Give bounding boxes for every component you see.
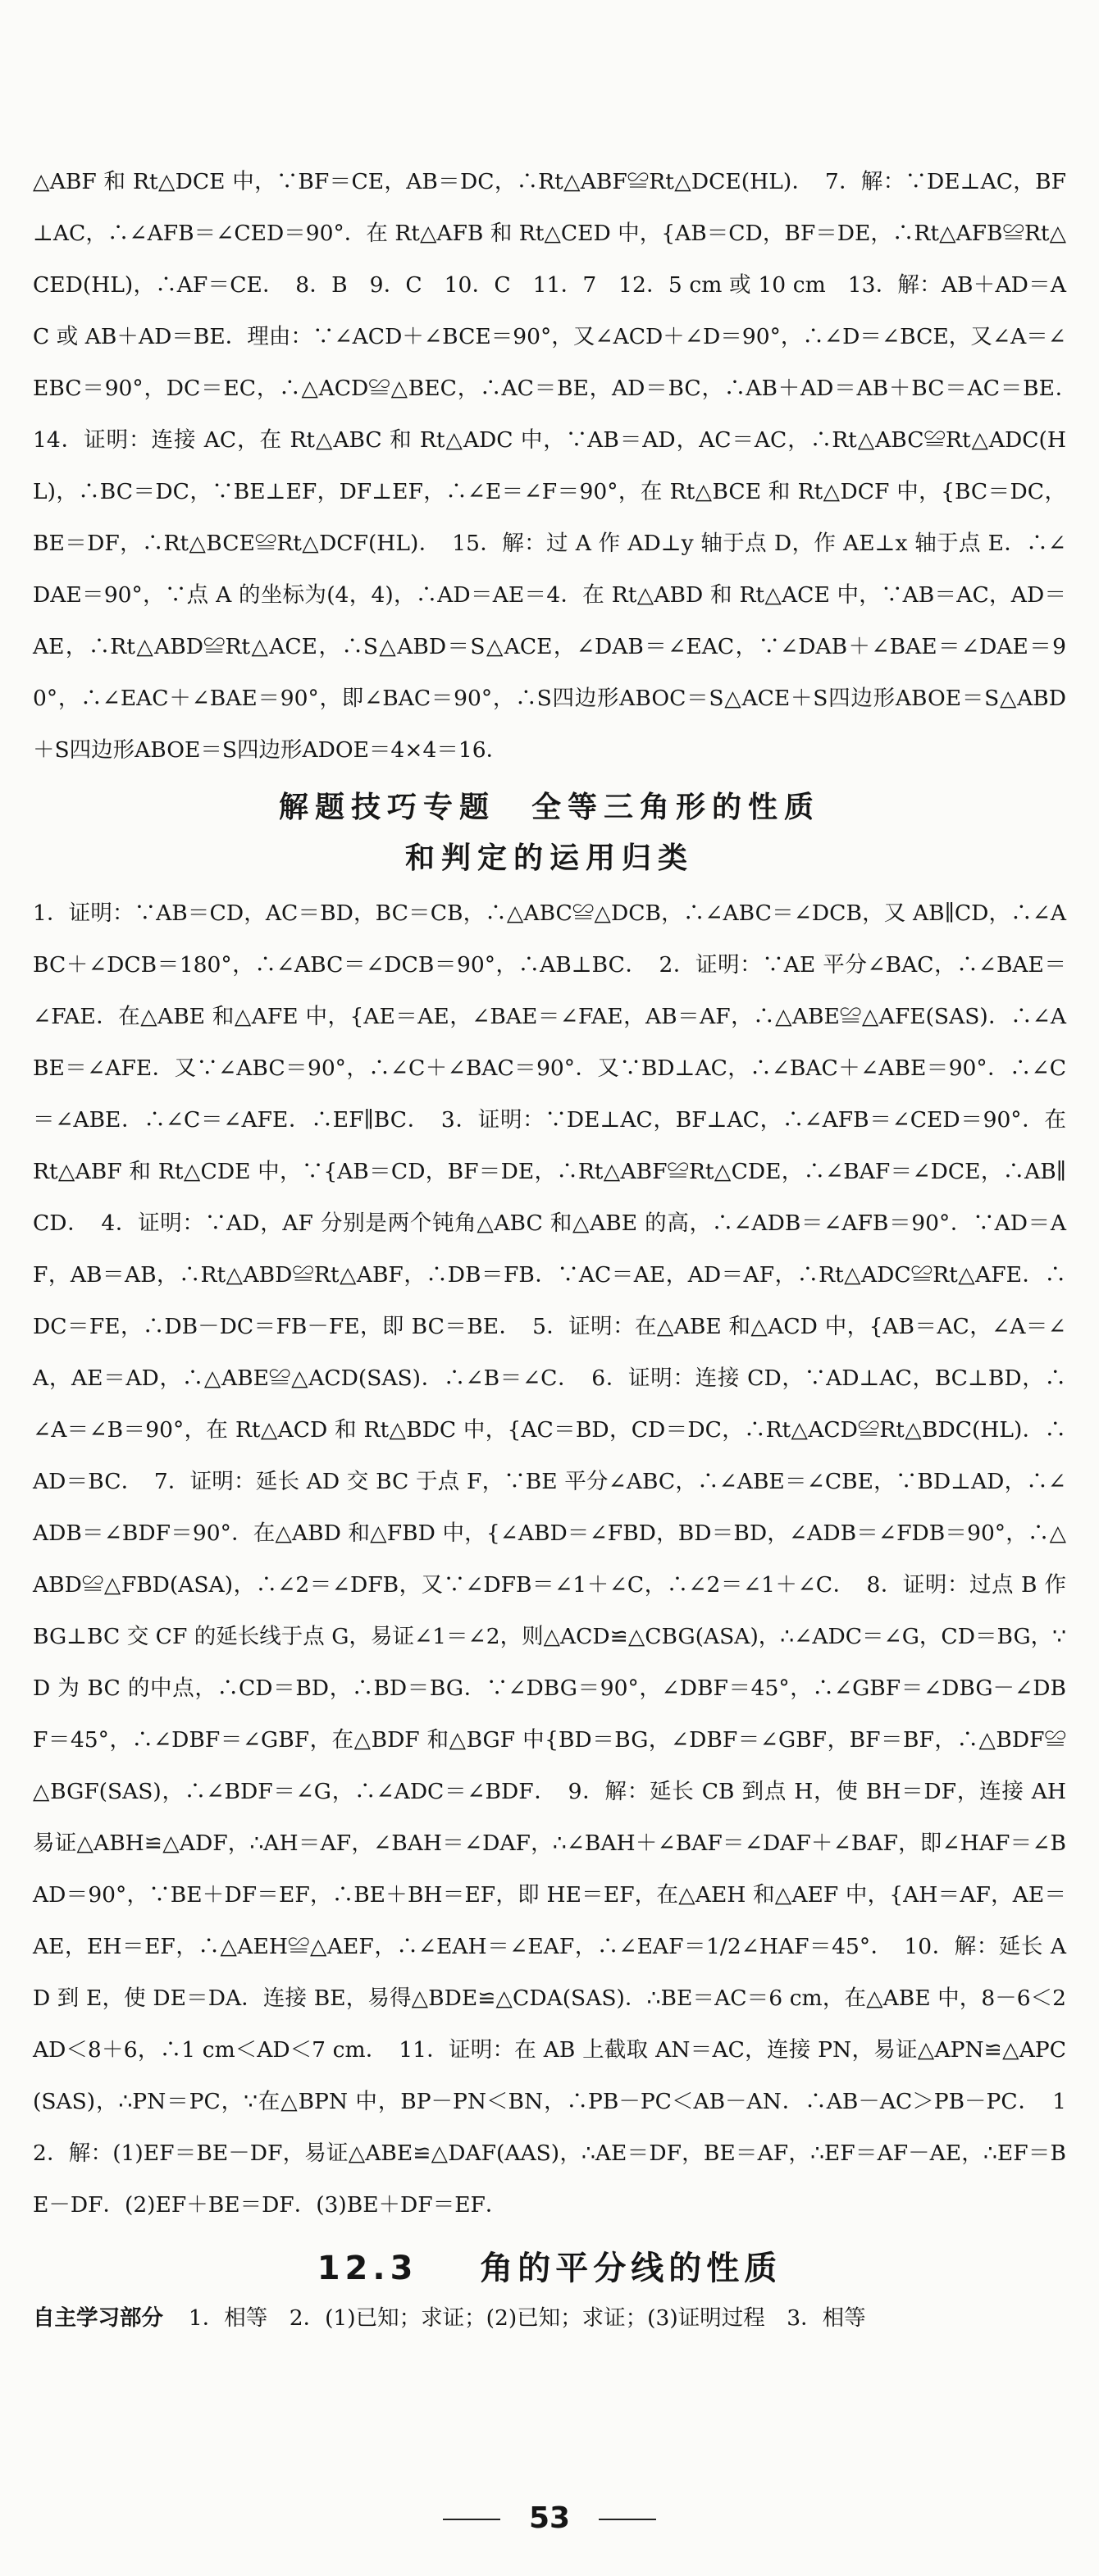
answer-page: [33, 156, 1088, 2339]
footer-dash-left: [443, 2519, 500, 2520]
chapter-number: 12.3: [317, 2250, 418, 2287]
chapter-title: [33, 2239, 1066, 2298]
section-title-line-1: 解题技巧专题 全等三角形的性质: [278, 791, 820, 824]
footer-dash-right: [599, 2519, 656, 2520]
page-footer: [0, 2501, 1099, 2535]
self-study-answers: 1．相等 2．(1)已知；求证；(2)已知；求证；(3)证明过程 3．相等: [188, 2305, 866, 2331]
answer-paragraph: △ABF 和 Rt△DCE 中，∵BF＝CE，AB＝DC，∴Rt△ABF≌Rt△DCE(HL)． 7．解：∵DE⊥AC，BF⊥AC，∴∠AFB＝∠CED＝90°．在 Rt△AFB 和 Rt△CED 中，{AB＝CD，BF＝DE，∴Rt△AFB≌Rt△CED(HL)，∴AF＝CE． 8．B 9．C 10．C 11．7 12．5 cm 或 10 cm 13．解：AB＋AD＝AC 或 AB＋AD＝BE．理由：∵∠ACD＋∠BCE＝90°，又∠ACD＋∠D＝90°，∴∠D＝∠BCE，又∠A＝∠EBC＝90°，DC＝EC，∴△ACD≌△BEC，∴AC＝BE，AD＝BC，∴AB＋AD＝AB＋BC＝AC＝BE． 14．证明：连接 AC，在 Rt△ABC 和 Rt△ADC 中，∵AB＝AD，AC＝AC，∴Rt△ABC≌Rt△ADC(HL)，∴BC＝DC，∵BE⊥EF，DF⊥EF，∴∠E＝∠F＝90°，在 Rt△BCE 和 Rt△DCF 中，{BC＝DC，BE＝DF，∴Rt△BCE≌Rt△DCF(HL)． 15．解：过 A 作 AD⊥y 轴于点 D，作 AE⊥x 轴于点 E．∴∠DAE＝90°，∵点 A 的坐标为(4，4)，∴AD＝AE＝4．在 Rt△ABD 和 Rt△ACE 中，∵AB＝AC，AD＝AE，∴Rt△ABD≌Rt△ACE，∴S△ABD＝S△ACE，∠DAB＝∠EAC，∵∠DAB＋∠BAE＝∠DAE＝90°，∴∠EAC＋∠BAE＝90°，即∠BAC＝90°，∴S四边形ABOC＝S△ACE＋S四边形ABOE＝S△ABD＋S四边形ABOE＝S四边形ADOE＝4×4＝16．: [33, 169, 1088, 763]
answers-block-2: [33, 887, 1066, 2231]
self-study-heading: 自主学习部分: [33, 2305, 163, 2331]
self-study-section: [33, 2298, 1066, 2339]
section-title-line-2: 和判定的运用归类: [404, 841, 694, 875]
answers-block-1: [33, 156, 1088, 776]
section-title: [33, 782, 1066, 884]
page-number: 53: [528, 2501, 571, 2535]
chapter-name: 角的平分线的性质: [480, 2250, 782, 2287]
answer-paragraph: 1．证明：∵AB＝CD，AC＝BD，BC＝CB，∴△ABC≌△DCB，∴∠ABC＝∠DCB，又 AB∥CD，∴∠ABC＋∠DCB＝180°，∴∠ABC＝∠DCB＝90°，∴AB⊥BC． 2．证明：∵AE 平分∠BAC，∴∠BAE＝∠FAE．在△ABE 和△AFE 中，{AE＝AE，∠BAE＝∠FAE，AB＝AF，∴△ABE≌△AFE(SAS)．∴∠ABE＝∠AFE．又∵∠ABC＝90°，∴∠C＋∠BAC＝90°．又∵BD⊥AC，∴∠BAC＋∠ABE＝90°．∴∠C＝∠ABE．∴∠C＝∠AFE．∴EF∥BC． 3．证明：∵DE⊥AC，BF⊥AC，∴∠AFB＝∠CED＝90°．在 Rt△ABF 和 Rt△CDE 中，∵{AB＝CD，BF＝DE，∴Rt△ABF≌Rt△CDE，∴∠BAF＝∠DCE，∴AB∥CD． 4．证明：∵AD，AF 分别是两个钝角△ABC 和△ABE 的高，∴∠ADB＝∠AFB＝90°．∵AD＝AF，AB＝AB，∴Rt△ABD≌Rt△ABF，∴DB＝FB．∵AC＝AE，AD＝AF，∴Rt△ADC≌Rt△AFE．∴DC＝FE，∴DB－DC＝FB－FE，即 BC＝BE． 5．证明：在△ABE 和△ACD 中，{AB＝AC，∠A＝∠A，AE＝AD，∴△ABE≌△ACD(SAS)．∴∠B＝∠C． 6．证明：连接 CD，∵AD⊥AC，BC⊥BD，∴∠A＝∠B＝90°，在 Rt△ACD 和 Rt△BDC 中，{AC＝BD，CD＝DC，∴Rt△ACD≌Rt△BDC(HL)．∴AD＝BC． 7．证明：延长 AD 交 BC 于点 F，∵BE 平分∠ABC，∴∠ABE＝∠CBE，∵BD⊥AD，∴∠ADB＝∠BDF＝90°．在△ABD 和△FBD 中，{∠ABD＝∠FBD，BD＝BD，∠ADB＝∠FDB＝90°，∴△ABD≌△FBD(ASA)，∴∠2＝∠DFB，又∵∠DFB＝∠1＋∠C，∴∠2＝∠1＋∠C． 8．证明：过点 B 作 BG⊥BC 交 CF 的延长线于点 G，易证∠1＝∠2，则△ACD≌△CBG(ASA)，∴∠ADC＝∠G，CD＝BG，∵D 为 BC 的中点，∴CD＝BD，∴BD＝BG．∵∠DBG＝90°，∠DBF＝45°，∴∠GBF＝∠DBG－∠DBF＝45°，∴∠DBF＝∠GBF，在△BDF 和△BGF 中{BD＝BG，∠DBF＝∠GBF，BF＝BF，∴△BDF≌△BGF(SAS)，∴∠BDF＝∠G，∴∠ADC＝∠BDF． 9．解：延长 CB 到点 H，使 BH＝DF，连接 AH 易证△ABH≌△ADF，∴AH＝AF，∠BAH＝∠DAF，∴∠BAH＋∠BAF＝∠DAF＋∠BAF，即∠HAF＝∠BAD＝90°，∵BE＋DF＝EF，∴BE＋BH＝EF，即 HE＝EF，在△AEH 和△AEF 中，{AH＝AF，AE＝AE，EH＝EF，∴△AEH≌△AEF，∴∠EAH＝∠EAF，∴∠EAF＝1/2∠HAF＝45°． 10．解：延长 AD 到 E，使 DE＝DA．连接 BE，易得△BDE≌△CDA(SAS)．∴BE＝AC＝6 cm，在△ABE 中，8－6＜2AD＜8＋6，∴1 cm＜AD＜7 cm． 11．证明：在 AB 上截取 AN＝AC，连接 PN，易证△APN≌△APC(SAS)，∴PN＝PC，∵在△BPN 中，BP－PN＜BN，∴PB－PC＜AB－AN．∴AB－AC＞PB－PC． 12．解：(1)EF＝BE－DF，易证△ABE≌△DAF(AAS)，∴AE＝DF，BE＝AF，∴EF＝AF－AE，∴EF＝BE－DF．(2)EF＋BE＝DF．(3)BE＋DF＝EF．: [33, 900, 1066, 2218]
